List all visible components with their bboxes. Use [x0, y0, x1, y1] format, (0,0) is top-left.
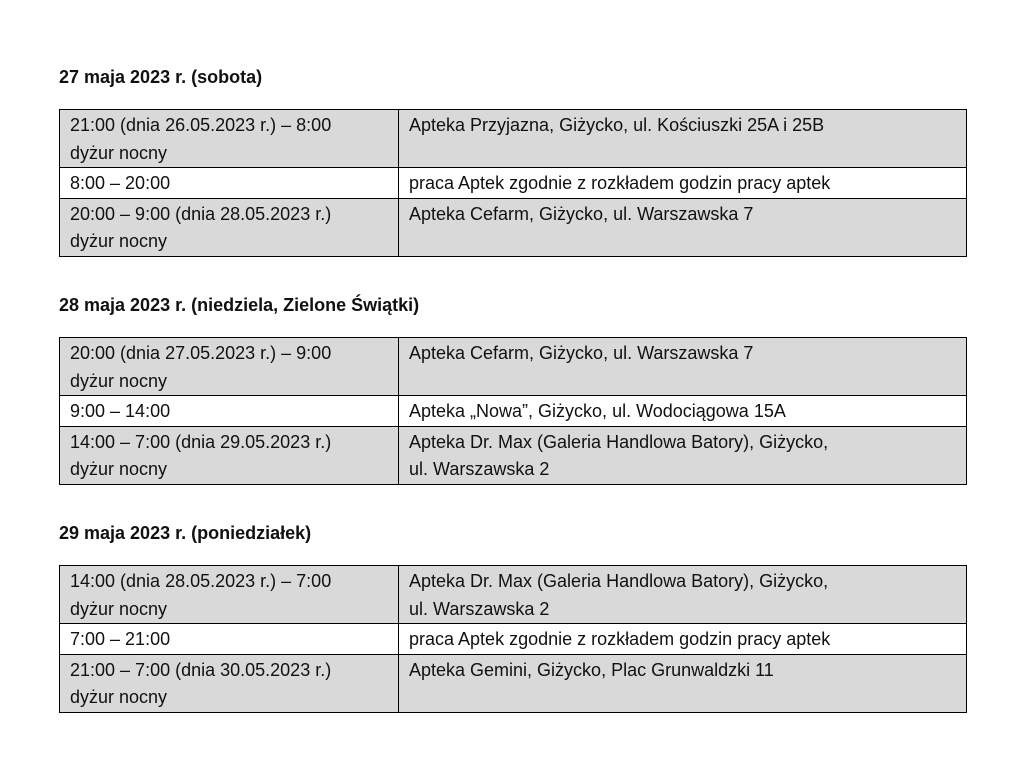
day-heading: 29 maja 2023 r. (poniedziałek)	[59, 523, 312, 543]
pharmacy-address: ul. Warszawska 2	[409, 598, 550, 619]
time-text: 14:00 – 7:00 (dnia 29.05.2023 r.)	[70, 431, 332, 452]
pharmacy-text: Apteka „Nowa”, Giżycko, ul. Wodociągowa 15A	[409, 401, 786, 421]
pharmacy-text: Apteka Przyjazna, Giżycko, ul. Kościuszki 25A i 25B	[409, 115, 825, 135]
table-row	[60, 110, 967, 168]
pharmacy-cell	[399, 426, 967, 484]
time-cell	[60, 338, 399, 396]
shift-label: dyżur nocny	[70, 370, 168, 391]
time-cell	[60, 426, 399, 484]
table-row	[60, 168, 967, 199]
time-cell	[60, 396, 399, 427]
shift-label: dyżur nocny	[70, 231, 168, 251]
pharmacy-cell	[399, 338, 967, 396]
pharmacy-text: Apteka Cefarm, Giżycko, ul. Warszawska 7	[409, 343, 754, 363]
pharmacy-cell	[399, 566, 967, 624]
time-cell	[60, 198, 399, 256]
pharmacy-text: praca Aptek zgodnie z rozkładem godzin pracy aptek	[409, 173, 831, 193]
pharmacy-cell	[399, 110, 967, 168]
shift-label: dyżur nocny	[70, 598, 168, 619]
schedule-table	[59, 565, 967, 713]
pharmacy-cell	[399, 168, 967, 199]
table-row	[60, 198, 967, 256]
pharmacy-cell	[399, 396, 967, 427]
pharmacy-cell	[399, 624, 967, 655]
time-text: 21:00 (dnia 26.05.2023 r.) – 8:00	[70, 115, 332, 135]
time-text: 7:00 – 21:00	[70, 629, 171, 649]
shift-label: dyżur nocny	[70, 459, 168, 479]
table-row	[60, 396, 967, 427]
time-text: 14:00 (dnia 28.05.2023 r.) – 7:00	[70, 571, 332, 591]
schedule-table	[59, 337, 967, 485]
table-row	[60, 426, 967, 484]
time-cell	[60, 654, 399, 712]
time-cell	[60, 566, 399, 624]
schedule-table	[59, 109, 967, 257]
pharmacy-text: Apteka Dr. Max (Galeria Handlowa Batory), Giżycko,	[409, 431, 829, 452]
shift-label: dyżur nocny	[70, 687, 168, 707]
time-text: 21:00 – 7:00 (dnia 30.05.2023 r.)	[70, 659, 332, 680]
time-cell	[60, 168, 399, 199]
time-text: 20:00 (dnia 27.05.2023 r.) – 9:00	[70, 343, 332, 363]
table-row	[60, 654, 967, 712]
time-text: 9:00 – 14:00	[70, 401, 171, 421]
pharmacy-text: praca Aptek zgodnie z rozkładem godzin pracy aptek	[409, 629, 831, 649]
table-row	[60, 338, 967, 396]
time-cell	[60, 624, 399, 655]
day-heading: 27 maja 2023 r. (sobota)	[59, 67, 263, 87]
pharmacy-cell	[399, 654, 967, 712]
pharmacy-address: ul. Warszawska 2	[409, 459, 550, 479]
pharmacy-cell	[399, 198, 967, 256]
pharmacy-text: Apteka Gemini, Giżycko, Plac Grunwaldzki 11	[409, 659, 774, 680]
pharmacy-text: Apteka Cefarm, Giżycko, ul. Warszawska 7	[409, 203, 754, 224]
table-row	[60, 624, 967, 655]
table-row	[60, 566, 967, 624]
time-text: 8:00 – 20:00	[70, 173, 171, 193]
time-cell	[60, 110, 399, 168]
pharmacy-text: Apteka Dr. Max (Galeria Handlowa Batory), Giżycko,	[409, 571, 829, 591]
shift-label: dyżur nocny	[70, 142, 168, 163]
time-text: 20:00 – 9:00 (dnia 28.05.2023 r.)	[70, 203, 332, 224]
day-heading: 28 maja 2023 r. (niedziela, Zielone Świątki)	[59, 295, 420, 315]
